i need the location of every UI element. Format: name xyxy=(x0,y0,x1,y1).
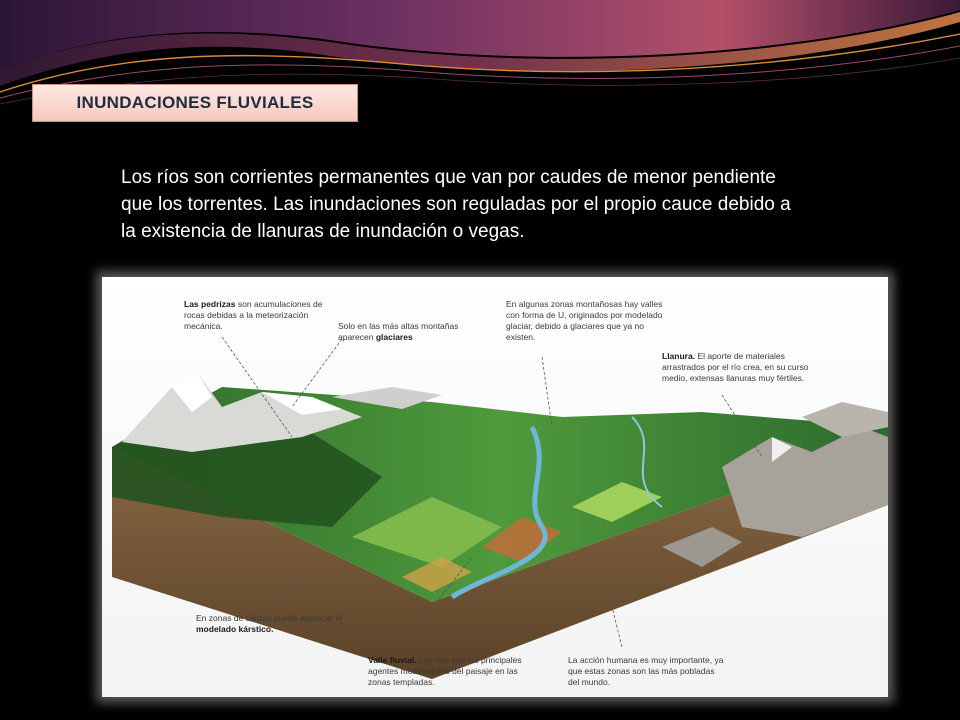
annotation-pedrizas: Las pedrizas son acumulaciones de rocas debidas a la meteorización mecánica. xyxy=(184,299,323,331)
annotation-modelado-karstico: En zonas de calizas puede aparecer el modelado kárstico. xyxy=(196,613,343,634)
body-line-2: que los torrentes. Las inundaciones son reguladas por el propio cauce debido a xyxy=(121,194,791,215)
annotation-valles: En algunas zonas montañosas hay valles con forma de U, originados por modelado glaciar, debido a glaciares que ya no existen. xyxy=(506,299,663,342)
annotation-llanura: Llanura. El aporte de materiales arrastrados por el río crea, en su curso medio, extensas llanuras muy fértiles. xyxy=(662,351,809,383)
body-line-3: la existencia de llanuras de inundación o vegas. xyxy=(121,221,525,242)
slide-title: INUNDACIONES FLUVIALES xyxy=(32,84,358,122)
annotation-valle-fluvial: Valle fluvial. Los ríos son los principales agentes modeladores del paisaje en las zonas templadas. xyxy=(368,655,522,687)
annotation-glaciares: Solo en las más altas montañas aparecen glaciares xyxy=(338,321,459,342)
annotation-accion-humana: La acción humana es muy importante, ya que estas zonas son las más pobladas del mundo. xyxy=(568,655,724,687)
body-line-1: Los ríos son corrientes permanentes que van por caudes de menor pendiente xyxy=(121,167,776,188)
landscape-illustration xyxy=(102,277,888,697)
slide-body-paragraph xyxy=(121,164,911,245)
